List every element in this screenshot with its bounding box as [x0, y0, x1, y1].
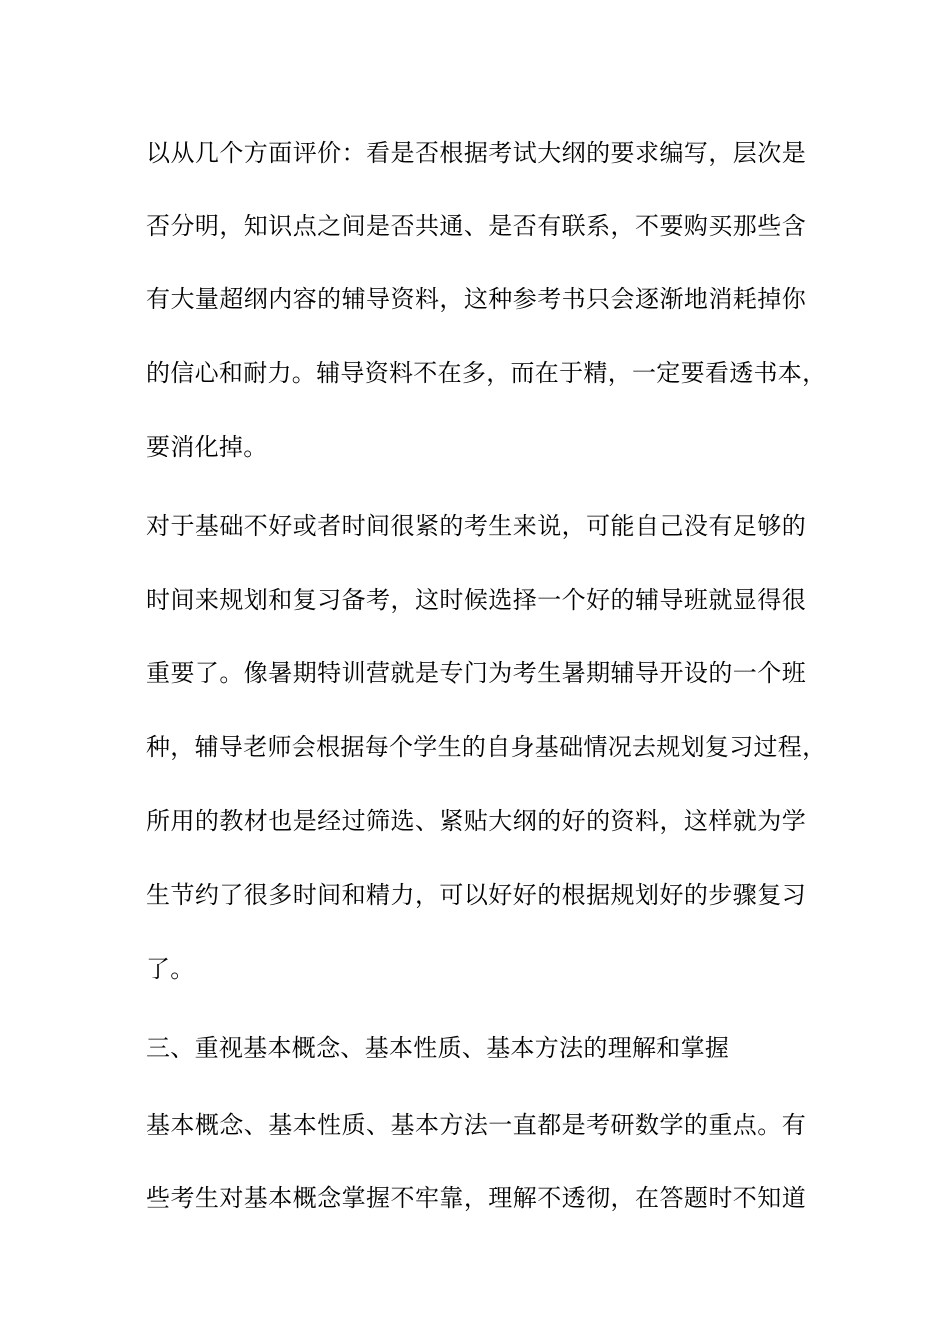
paragraph-line: 以从几个方面评价：看是否根据考试大纲的要求编写，层次是 [146, 139, 806, 167]
paragraph-line: 基本概念、基本性质、基本方法一直都是考研数学的重点。有 [146, 1111, 806, 1139]
paragraph-line: 要消化掉。 [146, 433, 268, 461]
paragraph-line: 了。 [146, 955, 195, 983]
paragraph-line: 否分明，知识点之间是否共通、是否有联系，不要购买那些含 [146, 212, 806, 240]
paragraph-line: 些考生对基本概念掌握不牢靠，理解不透彻，在答题时不知道 [146, 1184, 806, 1212]
paragraph-line: 对于基础不好或者时间很紧的考生来说，可能自己没有足够的 [146, 512, 806, 540]
paragraph-line: 重要了。像暑期特训营就是专门为考生暑期辅导开设的一个班 [146, 659, 806, 687]
paragraph-line: 种，辅导老师会根据每个学生的自身基础情况去规划复习过程， [146, 733, 827, 761]
paragraph-line: 时间来规划和复习备考，这时候选择一个好的辅导班就显得很 [146, 586, 806, 614]
paragraph-line: 所用的教材也是经过筛选、紧贴大纲的好的资料，这样就为学 [146, 807, 806, 835]
paragraph-line: 生节约了很多时间和精力，可以好好的根据规划好的步骤复习 [146, 881, 806, 909]
paragraph-line: 的信心和耐力。辅导资料不在多，而在于精，一定要看透书本， [146, 359, 827, 387]
paragraph-line: 有大量超纲内容的辅导资料，这种参考书只会逐渐地消耗掉你 [146, 285, 806, 313]
section-heading: 三、重视基本概念、基本性质、基本方法的理解和掌握 [146, 1034, 730, 1062]
